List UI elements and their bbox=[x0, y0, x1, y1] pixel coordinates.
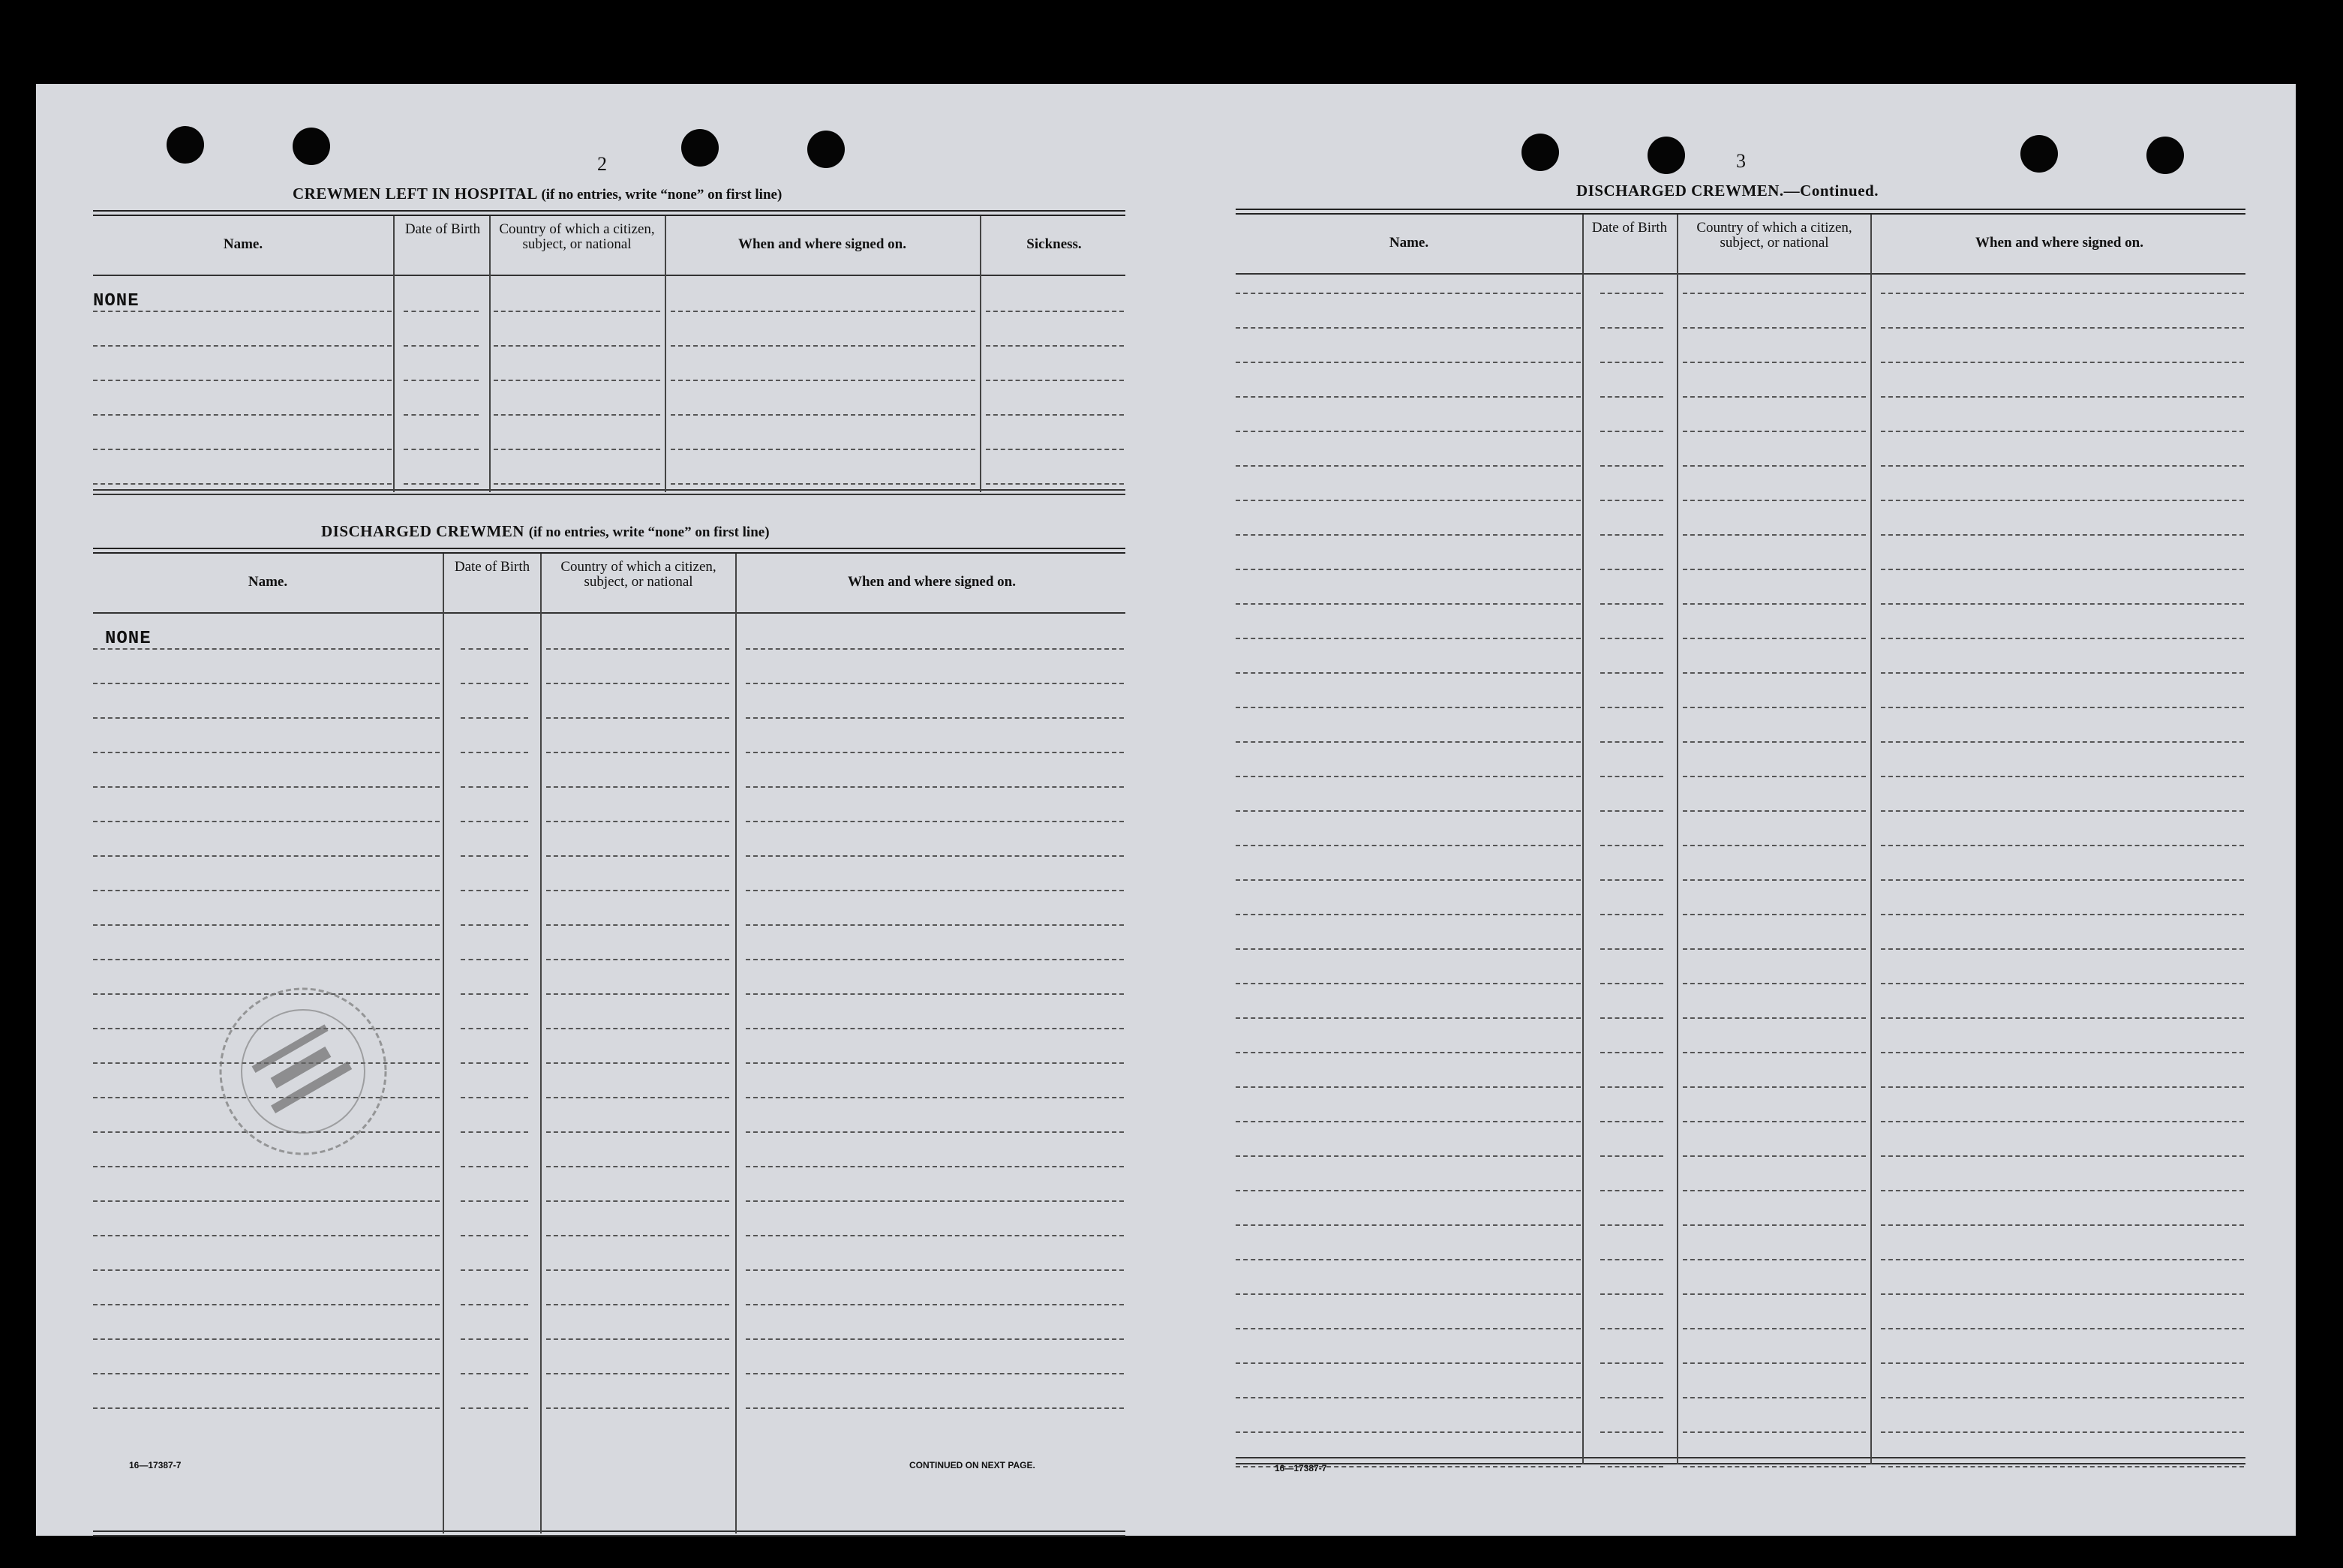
punch-hole bbox=[293, 128, 330, 165]
entry-line bbox=[1881, 1328, 2244, 1329]
discharged-section-title: DISCHARGED CREWMEN (if no entries, write “none” on first line) bbox=[321, 522, 770, 540]
column-header: Name. bbox=[248, 574, 288, 590]
entry-line bbox=[1236, 672, 1581, 674]
entry-line bbox=[746, 1062, 1124, 1064]
column-header: When and where signed on. bbox=[1975, 235, 2143, 251]
entry-line bbox=[93, 855, 440, 857]
entry-line bbox=[1236, 914, 1581, 915]
entry-line bbox=[1881, 1121, 2244, 1122]
entry-line bbox=[461, 924, 528, 926]
entry-line bbox=[93, 890, 440, 891]
entry-line bbox=[1236, 1293, 1581, 1295]
entry-line bbox=[546, 648, 729, 650]
left-page bbox=[36, 84, 1182, 1536]
entry-line bbox=[1683, 1086, 1866, 1088]
entry-line bbox=[461, 1062, 528, 1064]
entry-line bbox=[1683, 500, 1866, 501]
entry-line bbox=[461, 1373, 528, 1374]
entry-line bbox=[1683, 1224, 1866, 1226]
column-header: When and where signed on. bbox=[737, 236, 906, 252]
entry-line bbox=[1236, 1431, 1581, 1433]
entry-line bbox=[461, 1131, 528, 1133]
entry-line bbox=[746, 648, 1124, 650]
entry-line bbox=[1683, 362, 1866, 363]
entry-line bbox=[93, 1269, 440, 1271]
entry-line bbox=[1236, 741, 1581, 743]
entry-line bbox=[1881, 1155, 2244, 1157]
entry-line bbox=[546, 1097, 729, 1098]
entry-line bbox=[746, 1407, 1124, 1409]
entry-line bbox=[1881, 1052, 2244, 1053]
entry-line bbox=[404, 345, 479, 347]
entry-line bbox=[1881, 707, 2244, 708]
entry-line bbox=[1881, 1466, 2244, 1467]
entry-line bbox=[404, 380, 479, 381]
entry-line bbox=[671, 414, 975, 416]
entry-line bbox=[1236, 500, 1581, 501]
entry-line bbox=[1683, 672, 1866, 674]
entry-line bbox=[671, 483, 975, 485]
entry-line bbox=[1600, 396, 1663, 398]
entry-line bbox=[1881, 534, 2244, 536]
entry-line bbox=[671, 449, 975, 450]
entry-line bbox=[671, 380, 975, 381]
entry-line bbox=[1683, 327, 1866, 329]
entry-line bbox=[546, 1166, 729, 1167]
entry-line bbox=[1683, 1052, 1866, 1053]
entry-line bbox=[461, 855, 528, 857]
entry-line bbox=[1236, 810, 1581, 812]
entry-line bbox=[461, 890, 528, 891]
column-header: Country of which a citizen, subject, or national bbox=[560, 559, 716, 590]
entry-line bbox=[1236, 603, 1581, 605]
entry-line bbox=[1600, 1086, 1663, 1088]
discharged-continued-title: DISCHARGED CREWMEN.—Continued. bbox=[1576, 182, 1879, 200]
entry-line bbox=[746, 1200, 1124, 1202]
entry-line bbox=[546, 1407, 729, 1409]
entry-line bbox=[1881, 914, 2244, 915]
right-page bbox=[1182, 84, 2296, 1536]
entry-line bbox=[461, 683, 528, 684]
entry-line bbox=[986, 414, 1124, 416]
entry-line bbox=[1236, 707, 1581, 708]
entry-line bbox=[1600, 534, 1663, 536]
records-unit-stamp bbox=[213, 981, 393, 1161]
entry-line bbox=[461, 786, 528, 788]
entry-line bbox=[746, 821, 1124, 822]
entry-line bbox=[1600, 1224, 1663, 1226]
entry-line bbox=[746, 1028, 1124, 1029]
entry-line bbox=[461, 1097, 528, 1098]
entry-line bbox=[1600, 1328, 1663, 1329]
form-number: 16—17387-7 bbox=[129, 1460, 182, 1470]
entry-line bbox=[1236, 1259, 1581, 1260]
entry-line bbox=[93, 924, 440, 926]
entry-line bbox=[1600, 776, 1663, 777]
entry-line bbox=[1881, 672, 2244, 674]
entry-line bbox=[1600, 707, 1663, 708]
entry-line bbox=[1881, 603, 2244, 605]
entry-line bbox=[1600, 741, 1663, 743]
entry-line bbox=[1236, 293, 1581, 294]
entry-line bbox=[1683, 1466, 1866, 1467]
entry-line bbox=[461, 752, 528, 753]
entry-line bbox=[1600, 1121, 1663, 1122]
entry-line bbox=[746, 1269, 1124, 1271]
column-header: Date of Birth bbox=[1591, 220, 1668, 236]
entry-line bbox=[93, 717, 440, 719]
entry-line bbox=[1683, 741, 1866, 743]
entry-line bbox=[1881, 569, 2244, 570]
page-number: 2 bbox=[597, 153, 607, 175]
entry-line bbox=[1600, 1155, 1663, 1157]
column-header: Name. bbox=[1389, 235, 1429, 251]
entry-line bbox=[1683, 948, 1866, 950]
entry-line bbox=[1683, 1155, 1866, 1157]
entry-line bbox=[1881, 1017, 2244, 1019]
entry-line bbox=[1683, 638, 1866, 639]
entry-line bbox=[461, 959, 528, 960]
entry-line bbox=[1683, 603, 1866, 605]
entry-line bbox=[1236, 569, 1581, 570]
entry-line bbox=[1600, 603, 1663, 605]
entry-line bbox=[546, 1373, 729, 1374]
punch-hole bbox=[1521, 134, 1559, 171]
entry-line bbox=[494, 414, 660, 416]
entry-line bbox=[461, 1304, 528, 1305]
punch-hole bbox=[2020, 135, 2058, 173]
punch-hole bbox=[1648, 137, 1685, 174]
form-number: 16—17387-7 bbox=[1275, 1463, 1327, 1473]
entry-line bbox=[1600, 983, 1663, 984]
entry-line bbox=[1881, 983, 2244, 984]
entry-line bbox=[1600, 845, 1663, 846]
entry-line bbox=[546, 752, 729, 753]
punch-hole bbox=[167, 126, 204, 164]
entry-line bbox=[671, 311, 975, 312]
entry-line bbox=[1600, 1362, 1663, 1364]
entry-line bbox=[93, 1235, 440, 1236]
entry-line bbox=[1600, 1293, 1663, 1295]
entry-line bbox=[461, 1200, 528, 1202]
entry-line bbox=[1600, 465, 1663, 467]
entry-line bbox=[546, 890, 729, 891]
entry-line bbox=[494, 483, 660, 485]
entry-line bbox=[1600, 1397, 1663, 1398]
column-header: Date of Birth bbox=[454, 559, 530, 575]
entry-line bbox=[746, 855, 1124, 857]
entry-line bbox=[986, 449, 1124, 450]
entry-line bbox=[1236, 1362, 1581, 1364]
entry-line bbox=[93, 959, 440, 960]
entry-line bbox=[546, 683, 729, 684]
entry-line bbox=[1881, 465, 2244, 467]
entry-line bbox=[1881, 1362, 2244, 1364]
entry-line bbox=[1236, 431, 1581, 432]
entry-line bbox=[1236, 327, 1581, 329]
entry-line bbox=[93, 414, 392, 416]
entry-line bbox=[404, 449, 479, 450]
entry-line bbox=[1881, 362, 2244, 363]
entry-line bbox=[1881, 810, 2244, 812]
entry-line bbox=[494, 380, 660, 381]
entry-line bbox=[93, 1373, 440, 1374]
entry-line bbox=[1683, 983, 1866, 984]
entry-line bbox=[746, 683, 1124, 684]
entry-line bbox=[1881, 1293, 2244, 1295]
entry-line bbox=[461, 993, 528, 995]
entry-line bbox=[93, 380, 392, 381]
entry-line bbox=[93, 1304, 440, 1305]
entry-line bbox=[1600, 1431, 1663, 1433]
entry-line bbox=[986, 380, 1124, 381]
entry-line bbox=[986, 345, 1124, 347]
entry-line bbox=[546, 1028, 729, 1029]
entry-line bbox=[1600, 672, 1663, 674]
entry-line bbox=[1600, 638, 1663, 639]
entry-line bbox=[1881, 948, 2244, 950]
entry-line bbox=[1236, 845, 1581, 846]
entry-line bbox=[93, 752, 440, 753]
entry-line bbox=[404, 414, 479, 416]
entry-line bbox=[1683, 1328, 1866, 1329]
entry-line bbox=[1881, 1190, 2244, 1191]
entry-line bbox=[1881, 1259, 2244, 1260]
entry-line bbox=[1683, 1190, 1866, 1191]
page-number: 3 bbox=[1736, 150, 1746, 172]
name-entry: NONE bbox=[105, 629, 152, 649]
entry-line bbox=[1600, 948, 1663, 950]
entry-line bbox=[1683, 1017, 1866, 1019]
entry-line bbox=[546, 821, 729, 822]
entry-line bbox=[671, 345, 975, 347]
column-header: Country of which a citizen, subject, or national bbox=[499, 221, 655, 252]
entry-line bbox=[746, 1166, 1124, 1167]
entry-line bbox=[1683, 465, 1866, 467]
entry-line bbox=[1881, 293, 2244, 294]
entry-line bbox=[1236, 1328, 1581, 1329]
entry-line bbox=[1236, 534, 1581, 536]
entry-line bbox=[546, 924, 729, 926]
entry-line bbox=[1600, 1052, 1663, 1053]
column-header: Country of which a citizen, subject, or national bbox=[1696, 220, 1852, 251]
entry-line bbox=[461, 717, 528, 719]
entry-line bbox=[1683, 810, 1866, 812]
entry-line bbox=[746, 959, 1124, 960]
entry-line bbox=[1881, 1224, 2244, 1226]
entry-line bbox=[1683, 1362, 1866, 1364]
entry-line bbox=[1683, 1293, 1866, 1295]
entry-line bbox=[746, 1304, 1124, 1305]
entry-line bbox=[93, 1338, 440, 1340]
entry-line bbox=[461, 1338, 528, 1340]
entry-line bbox=[1881, 845, 2244, 846]
punch-hole bbox=[2146, 137, 2184, 174]
entry-line bbox=[93, 345, 392, 347]
entry-line bbox=[1236, 362, 1581, 363]
entry-line bbox=[1236, 879, 1581, 881]
entry-line bbox=[1881, 776, 2244, 777]
entry-line bbox=[546, 1269, 729, 1271]
entry-line bbox=[1881, 327, 2244, 329]
entry-line bbox=[1236, 776, 1581, 777]
entry-line bbox=[746, 752, 1124, 753]
entry-line bbox=[1881, 638, 2244, 639]
entry-line bbox=[746, 717, 1124, 719]
entry-line bbox=[746, 1131, 1124, 1133]
entry-line bbox=[1600, 1190, 1663, 1191]
entry-line bbox=[746, 924, 1124, 926]
punch-hole bbox=[681, 129, 719, 167]
entry-line bbox=[93, 786, 440, 788]
entry-line bbox=[93, 821, 440, 822]
entry-line bbox=[746, 890, 1124, 891]
entry-line bbox=[1881, 431, 2244, 432]
entry-line bbox=[1881, 500, 2244, 501]
entry-line bbox=[1881, 1431, 2244, 1433]
entry-line bbox=[404, 483, 479, 485]
entry-line bbox=[1683, 396, 1866, 398]
column-header: Name. bbox=[223, 236, 263, 252]
entry-line bbox=[1683, 293, 1866, 294]
punch-hole bbox=[807, 131, 845, 168]
entry-line bbox=[404, 311, 479, 312]
entry-line bbox=[494, 449, 660, 450]
entry-line bbox=[546, 855, 729, 857]
entry-line bbox=[1683, 431, 1866, 432]
entry-line bbox=[746, 993, 1124, 995]
entry-line bbox=[1881, 879, 2244, 881]
entry-line bbox=[93, 483, 392, 485]
entry-line bbox=[1236, 983, 1581, 984]
entry-line bbox=[546, 1235, 729, 1236]
entry-line bbox=[1683, 879, 1866, 881]
entry-line bbox=[1236, 1190, 1581, 1191]
entry-line bbox=[1236, 1155, 1581, 1157]
column-header: Sickness. bbox=[1026, 236, 1082, 252]
entry-line bbox=[546, 786, 729, 788]
entry-line bbox=[93, 311, 392, 312]
entry-line bbox=[1236, 1017, 1581, 1019]
entry-line bbox=[1600, 327, 1663, 329]
entry-line bbox=[986, 483, 1124, 485]
entry-line bbox=[1600, 569, 1663, 570]
entry-line bbox=[746, 1338, 1124, 1340]
entry-line bbox=[1600, 914, 1663, 915]
entry-line bbox=[1881, 1086, 2244, 1088]
entry-line bbox=[1683, 1397, 1866, 1398]
entry-line bbox=[461, 1407, 528, 1409]
entry-line bbox=[1600, 431, 1663, 432]
entry-line bbox=[1683, 914, 1866, 915]
entry-line bbox=[986, 311, 1124, 312]
continued-note: CONTINUED ON NEXT PAGE. bbox=[909, 1460, 1035, 1470]
entry-line bbox=[1683, 534, 1866, 536]
entry-line bbox=[1236, 1121, 1581, 1122]
entry-line bbox=[1600, 293, 1663, 294]
entry-line bbox=[546, 1304, 729, 1305]
entry-line bbox=[1683, 1121, 1866, 1122]
entry-line bbox=[1600, 1466, 1663, 1467]
entry-line bbox=[93, 648, 440, 650]
entry-line bbox=[461, 1166, 528, 1167]
entry-line bbox=[93, 1200, 440, 1202]
entry-line bbox=[1881, 741, 2244, 743]
column-header: When and where signed on. bbox=[847, 574, 1016, 590]
entry-line bbox=[494, 311, 660, 312]
entry-line bbox=[546, 959, 729, 960]
entry-line bbox=[93, 683, 440, 684]
entry-line bbox=[461, 1269, 528, 1271]
entry-line bbox=[1236, 1086, 1581, 1088]
entry-line bbox=[1683, 845, 1866, 846]
entry-line bbox=[1236, 396, 1581, 398]
entry-line bbox=[546, 993, 729, 995]
entry-line bbox=[746, 1373, 1124, 1374]
entry-line bbox=[461, 648, 528, 650]
entry-line bbox=[746, 786, 1124, 788]
entry-line bbox=[546, 1338, 729, 1340]
entry-line bbox=[1683, 1431, 1866, 1433]
entry-line bbox=[546, 1200, 729, 1202]
entry-line bbox=[1236, 638, 1581, 639]
entry-line bbox=[1600, 500, 1663, 501]
entry-line bbox=[93, 1166, 440, 1167]
entry-line bbox=[1236, 1397, 1581, 1398]
entry-line bbox=[746, 1097, 1124, 1098]
entry-line bbox=[1600, 810, 1663, 812]
entry-line bbox=[1600, 1017, 1663, 1019]
hospital-section-title: CREWMEN LEFT IN HOSPITAL (if no entries, write “none” on first line) bbox=[293, 185, 783, 203]
entry-line bbox=[1600, 362, 1663, 363]
entry-line bbox=[1600, 879, 1663, 881]
name-entry: NONE bbox=[93, 291, 140, 311]
entry-line bbox=[546, 1062, 729, 1064]
entry-line bbox=[1881, 1397, 2244, 1398]
entry-line bbox=[546, 1131, 729, 1133]
entry-line bbox=[494, 345, 660, 347]
entry-line bbox=[1881, 396, 2244, 398]
entry-line bbox=[1683, 776, 1866, 777]
entry-line bbox=[1236, 948, 1581, 950]
entry-line bbox=[1236, 465, 1581, 467]
column-header: Date of Birth bbox=[404, 221, 481, 237]
entry-line bbox=[461, 1028, 528, 1029]
entry-line bbox=[1683, 569, 1866, 570]
discharged-continued-table bbox=[1236, 209, 2245, 1544]
entry-line bbox=[746, 1235, 1124, 1236]
entry-line bbox=[1683, 707, 1866, 708]
entry-line bbox=[1600, 1259, 1663, 1260]
entry-line bbox=[93, 449, 392, 450]
entry-line bbox=[1236, 1224, 1581, 1226]
entry-line bbox=[461, 821, 528, 822]
entry-line bbox=[93, 1407, 440, 1409]
entry-line bbox=[461, 1235, 528, 1236]
entry-line bbox=[546, 717, 729, 719]
entry-line bbox=[1236, 1052, 1581, 1053]
entry-line bbox=[1683, 1259, 1866, 1260]
